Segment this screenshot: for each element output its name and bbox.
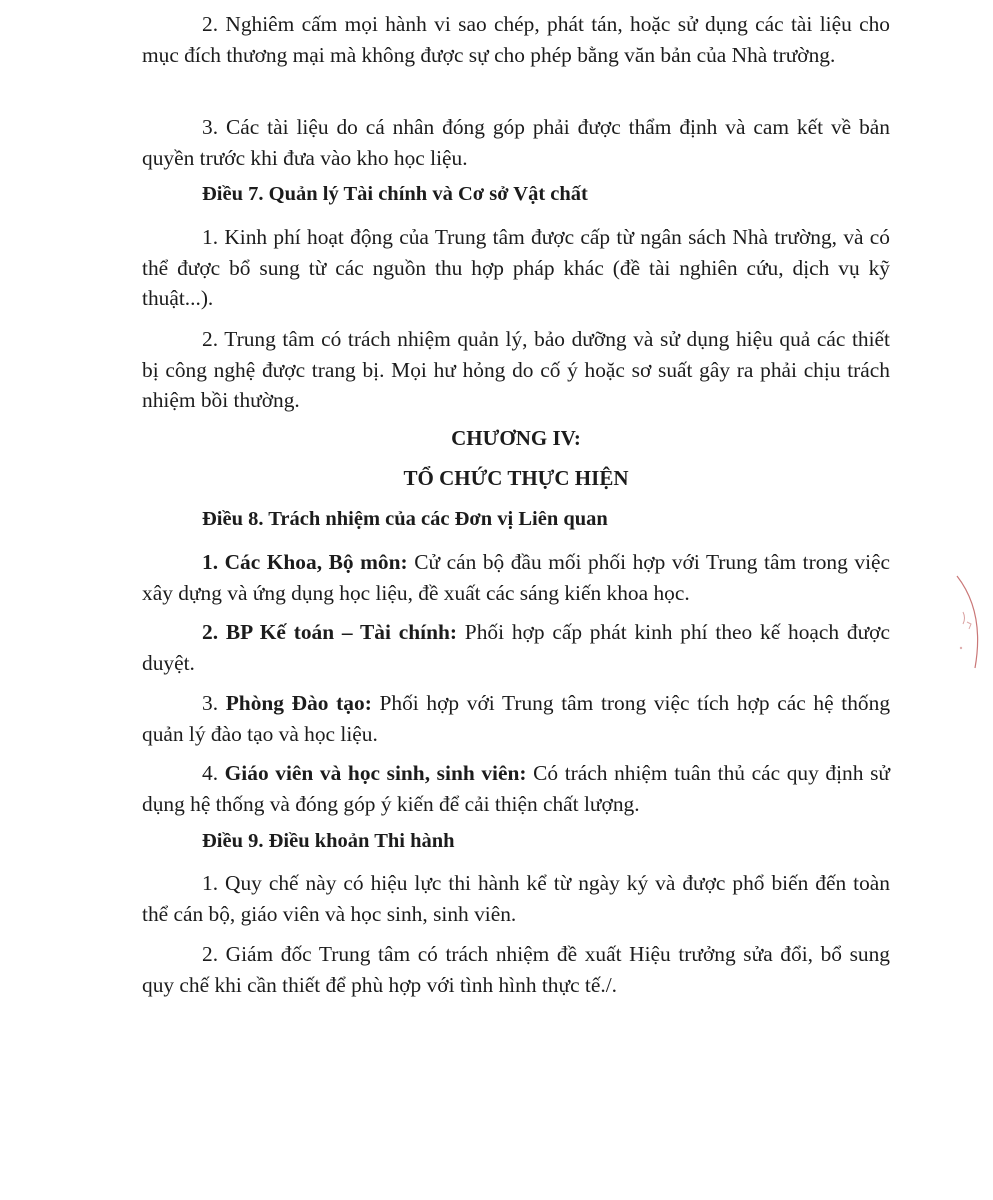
article9-clause2: 2. Giám đốc Trung tâm có trách nhiệm đề xuất Hiệu trưởng sửa đổi, bổ sung quy chế khi cần thiết để phù hợp với tình hình thực tế./. <box>142 942 890 997</box>
item4-label: Giáo viên và học sinh, sinh viên: <box>224 761 527 785</box>
article8-item2 <box>142 617 890 678</box>
article8-item3 <box>142 688 890 749</box>
item4-text: Có trách nhiệm tuân thủ các quy định sử dụng hệ thống và đóng góp ý kiến để cải thiện chất lượng. <box>142 761 890 816</box>
article6-clause2: 2. Nghiêm cấm mọi hành vi sao chép, phát tán, hoặc sử dụng các tài liệu cho mục đích thương mại mà không được sự cho phép bằng văn bản của Nhà trường. <box>142 12 890 67</box>
article7-heading: Điều 7. Quản lý Tài chính và Cơ sở Vật chất <box>202 183 588 205</box>
item3-number: 3. <box>202 691 226 715</box>
article8-item1 <box>142 547 890 608</box>
item3-label: Phòng Đào tạo: <box>225 691 372 715</box>
item1-text: Cử cán bộ đầu mối phối hợp với Trung tâm trong việc xây dựng và ứng dụng học liệu, đề xuất các sáng kiến khoa học. <box>142 550 890 605</box>
article7-clause1: 1. Kinh phí hoạt động của Trung tâm được cấp từ ngân sách Nhà trường, và có thể được bổ sung từ các nguồn thu hợp pháp khác (đề tài nghiên cứu, dịch vụ kỹ thuật...). <box>142 225 890 310</box>
item2-text: Phối hợp cấp phát kinh phí theo kế hoạch được duyệt. <box>142 620 890 675</box>
chapter-title: TỔ CHỨC THỰC HIỆN <box>403 466 629 490</box>
article8-item4 <box>142 758 890 819</box>
article8-heading: Điều 8. Trách nhiệm của các Đơn vị Liên quan <box>202 508 608 530</box>
item1-label: 1. Các Khoa, Bộ môn: <box>202 550 408 574</box>
seal-stamp-fragment <box>945 572 990 672</box>
article6-clause3: 3. Các tài liệu do cá nhân đóng góp phải được thẩm định và cam kết về bản quyền trước khi đưa vào kho học liệu. <box>142 115 890 170</box>
article9-clause1: 1. Quy chế này có hiệu lực thi hành kể từ ngày ký và được phổ biến đến toàn thể cán bộ, giáo viên và học sinh, sinh viên. <box>142 871 890 926</box>
article7-clause2: 2. Trung tâm có trách nhiệm quản lý, bảo dưỡng và sử dụng hiệu quả các thiết bị công nghệ được trang bị. Mọi hư hỏng do cố ý hoặc sơ suất gây ra phải chịu trách nhiệm bồi thường. <box>142 327 890 412</box>
article9-heading: Điều 9. Điều khoản Thi hành <box>202 830 455 852</box>
item4-number: 4. <box>202 761 225 785</box>
item2-label: 2. BP Kế toán – Tài chính: <box>202 620 457 644</box>
chapter-label: CHƯƠNG IV: <box>451 426 581 450</box>
item3-text: Phối hợp với Trung tâm trong việc tích hợp các hệ thống quản lý đào tạo và học liệu. <box>142 691 891 746</box>
